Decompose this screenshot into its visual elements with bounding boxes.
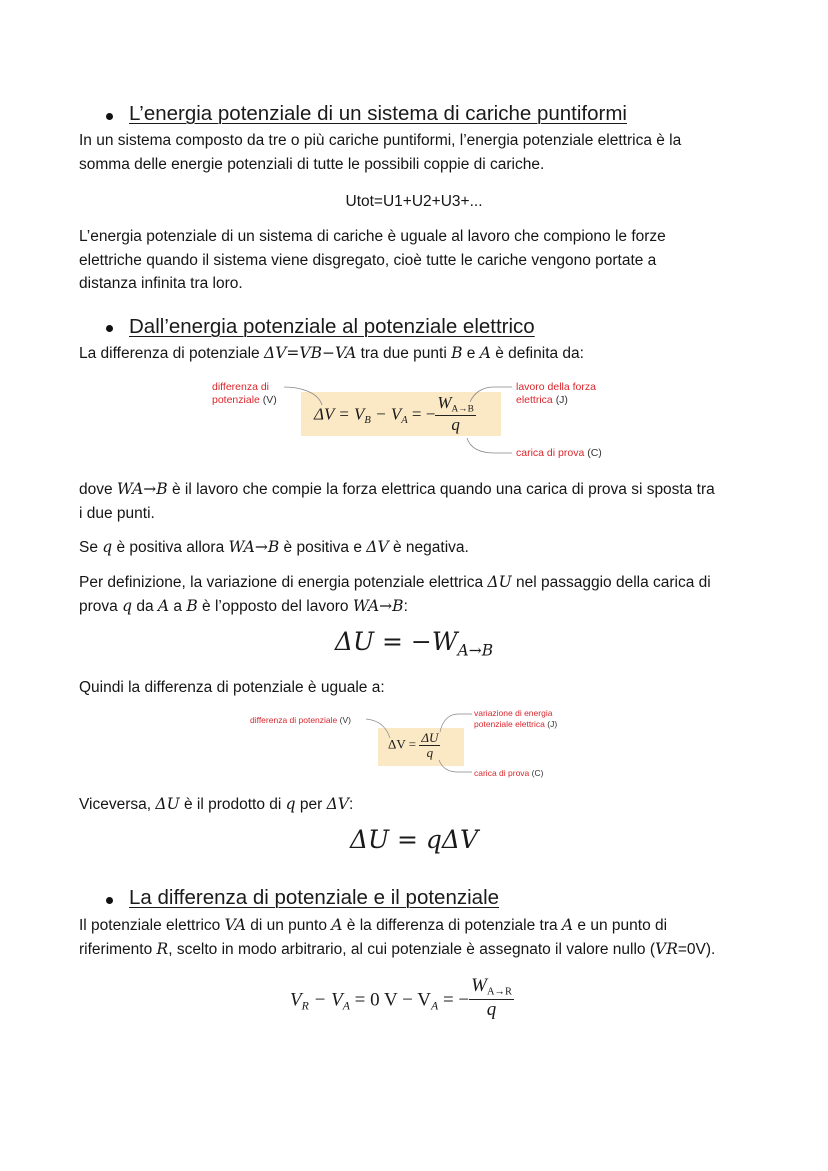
equation-du-qdv: ΔU = qΔV [349,825,479,854]
formula-vr-va: $V_R - V_A = 0$ $V - V_A$ = − $\frac{W_{A\to R}}{q}$ [290,975,512,1020]
paragraph: In un sistema composto da tre o più cariche puntiformi, l’energia potenziale elettrica è la somma delle energie potenziali di tutte le possibili coppie di cariche. [79,132,682,173]
section-heading-1: L’energia potenziale di un sistema di cariche puntiformi [129,102,627,125]
paragraph: Per definizione, la variazione di energia potenziale elettrica ΔU nel passaggio della carica di prova q da A a B è l’opposto del lavoro WA→B: [79,573,711,615]
annotation-label: differenza di potenziale (V) [250,715,351,725]
paragraph: La differenza di potenziale ΔV=VB−VA tra due punti B e A è definita da: [79,344,584,362]
annotation-label: differenza di potenziale (V) [212,381,277,406]
annotation-label: lavoro della forza elettrica (J) [516,381,596,406]
paragraph: Il potenziale elettrico VA di un punto A è la differenza di potenziale tra A e un punto di riferimento R, scelto in modo arbitrario, al cui potenziale è assegnato il valore nullo (VR=0V). [79,916,716,958]
section-heading-3: La differenza di potenziale e il potenziale [129,886,500,909]
paragraph: Se q è positiva allora WA→B è positiva e ΔV è negativa. [79,538,469,556]
formula-delta-v: $\Delta V = V_B - V_A$ = − $\frac{W_{A\to B}}{q}$ [314,393,474,435]
paragraph: dove WA→B è il lavoro che compie la forza elettrica quando una carica di prova si sposta tra i due punti. [79,480,715,522]
annotation-label: variazione di energia potenziale elettrica (J) [474,708,558,729]
paragraph: Viceversa, ΔU è il prodotto di q per ΔV: [79,795,354,813]
paragraph: Quindi la differenza di potenziale è uguale a: [79,679,385,696]
formula-delta-v-du: ΔV = $\frac{\Delta U}{q}$ [388,730,439,760]
equation-du-w: $\Delta U = -W_{A\to B}$ [334,627,494,660]
annotation-label: carica di prova (C) [474,768,544,778]
annotation-label: carica di prova (C) [516,447,602,459]
paragraph: L’energia potenziale di un sistema di cariche è uguale al lavoro che compiono le forze elettriche quando il sistema viene disgregato, cioè tutte le cariche vengono portate a distanza infinita tra loro. [79,228,666,292]
section-heading-2: Dall’energia potenziale al potenziale elettrico [129,315,535,338]
bullet-icon [106,897,113,904]
formula-utot: Utot=U1+U2+U3+... [345,193,483,210]
